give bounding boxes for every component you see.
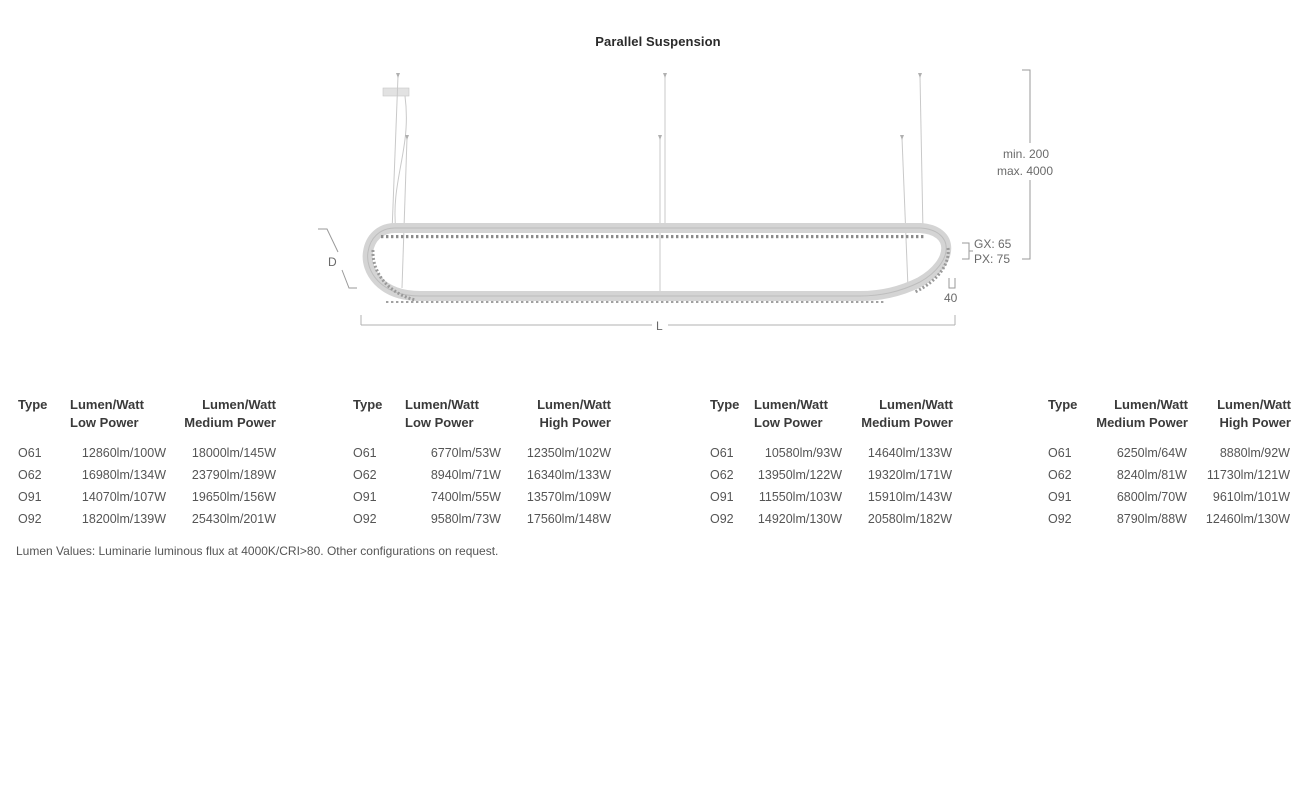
type-cell: O92 xyxy=(18,512,42,526)
type-cell: O91 xyxy=(18,490,42,504)
header-col2-line2: Medium Power xyxy=(184,415,276,430)
header-col2-line2: High Power xyxy=(539,415,611,430)
value-cell: 11550lm/103W xyxy=(758,490,842,504)
value-cell: 6800lm/70W xyxy=(1116,490,1187,504)
type-cell: O62 xyxy=(1048,468,1072,482)
value-cell: 8790lm/88W xyxy=(1116,512,1187,526)
value-cell: 12460lm/130W xyxy=(1205,512,1290,526)
header-col2-line2: Medium Power xyxy=(861,415,953,430)
type-cell: O61 xyxy=(353,446,377,460)
lumen-footnote: Lumen Values: Luminarie luminous flux at 4000K/CRI>80. Other configurations on request. xyxy=(16,544,499,558)
height-min-label: min. 200 xyxy=(1003,147,1050,161)
value-cell: 14920lm/130W xyxy=(757,512,842,526)
luminaire-drawing xyxy=(300,60,1080,350)
value-cell: 8880lm/92W xyxy=(1219,446,1290,460)
value-cell: 15910lm/143W xyxy=(867,490,952,504)
header-col2-line1: Lumen/Watt xyxy=(879,397,953,412)
type-cell: O62 xyxy=(710,468,734,482)
px-label: PX: 75 xyxy=(974,252,1011,266)
value-cell: 25430lm/201W xyxy=(191,512,276,526)
value-cell: 17560lm/148W xyxy=(526,512,611,526)
type-cell: O62 xyxy=(353,468,377,482)
value-cell: 19650lm/156W xyxy=(191,490,276,504)
type-cell: O92 xyxy=(1048,512,1072,526)
value-cell: 18000lm/145W xyxy=(191,446,276,460)
type-cell: O92 xyxy=(353,512,377,526)
header-col2-line1: Lumen/Watt xyxy=(1217,397,1291,412)
type-cell: O61 xyxy=(710,446,734,460)
type-cell: O91 xyxy=(1048,490,1072,504)
value-cell: 18200lm/139W xyxy=(81,512,166,526)
header-col2-line1: Lumen/Watt xyxy=(202,397,276,412)
header-type: Type xyxy=(710,397,740,412)
length-label: L xyxy=(656,319,663,333)
value-cell: 9610lm/101W xyxy=(1212,490,1290,504)
value-cell: 6250lm/64W xyxy=(1116,446,1187,460)
header-col1-line1: Lumen/Watt xyxy=(754,397,828,412)
product-diagram xyxy=(300,60,1080,350)
header-col1-line2: Low Power xyxy=(405,415,474,430)
header-col2-line2: High Power xyxy=(1219,415,1291,430)
value-cell: 12350lm/102W xyxy=(526,446,611,460)
value-cell: 9580lm/73W xyxy=(430,512,501,526)
header-col1-line1: Lumen/Watt xyxy=(70,397,144,412)
type-cell: O92 xyxy=(710,512,734,526)
value-cell: 13950lm/122W xyxy=(757,468,842,482)
depth-label: D xyxy=(328,255,337,269)
page-title: Parallel Suspension xyxy=(595,34,721,49)
gx-label: GX: 65 xyxy=(974,237,1012,251)
value-cell: 19320lm/171W xyxy=(867,468,952,482)
value-cell: 16340lm/133W xyxy=(526,468,611,482)
value-cell: 16980lm/134W xyxy=(81,468,166,482)
value-cell: 14070lm/107W xyxy=(81,490,166,504)
value-cell: 20580lm/182W xyxy=(867,512,952,526)
value-cell: 10580lm/93W xyxy=(764,446,842,460)
header-type: Type xyxy=(353,397,383,412)
type-cell: O91 xyxy=(710,490,734,504)
header-col1-line2: Low Power xyxy=(754,415,823,430)
value-cell: 11730lm/121W xyxy=(1206,468,1290,482)
header-col1-line2: Medium Power xyxy=(1096,415,1188,430)
type-cell: O61 xyxy=(1048,446,1072,460)
thickness-label: 40 xyxy=(944,291,958,305)
height-max-label: max. 4000 xyxy=(997,164,1054,178)
header-col1-line1: Lumen/Watt xyxy=(1114,397,1188,412)
header-col1-line1: Lumen/Watt xyxy=(405,397,479,412)
value-cell: 6770lm/53W xyxy=(430,446,501,460)
value-cell: 23790lm/189W xyxy=(191,468,276,482)
type-cell: O91 xyxy=(353,490,377,504)
type-cell: O62 xyxy=(18,468,42,482)
value-cell: 8940lm/71W xyxy=(430,468,501,482)
header-type: Type xyxy=(18,397,48,412)
type-cell: O61 xyxy=(18,446,42,460)
value-cell: 14640lm/133W xyxy=(867,446,952,460)
header-type: Type xyxy=(1048,397,1078,412)
value-cell: 12860lm/100W xyxy=(81,446,166,460)
header-col2-line1: Lumen/Watt xyxy=(537,397,611,412)
value-cell: 7400lm/55W xyxy=(430,490,501,504)
header-col1-line2: Low Power xyxy=(70,415,139,430)
value-cell: 8240lm/81W xyxy=(1116,468,1187,482)
value-cell: 13570lm/109W xyxy=(526,490,611,504)
